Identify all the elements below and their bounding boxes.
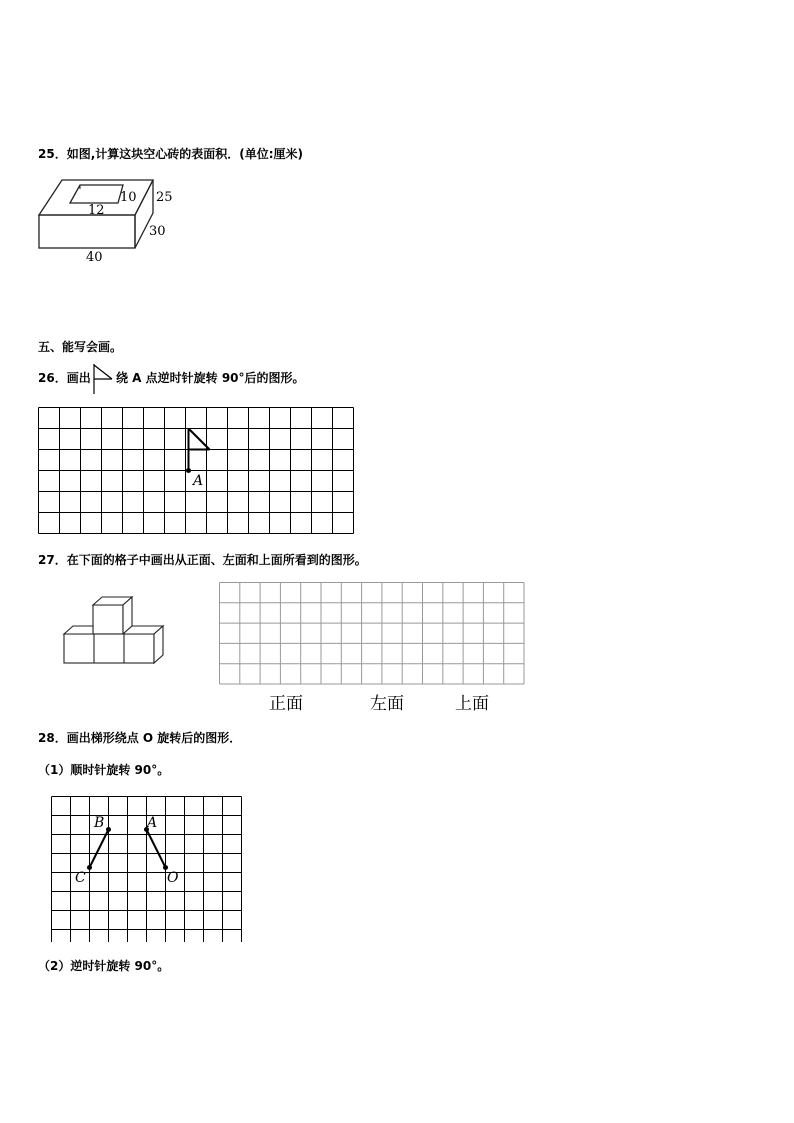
cube-stack-figure xyxy=(60,596,170,668)
q26-grid xyxy=(37,405,363,537)
section5-title: 五、能写会画。 xyxy=(38,340,123,354)
label-top-view: 上面 xyxy=(455,694,489,714)
q28-sub1: （1）顺时针旋转 90°。 xyxy=(38,763,170,777)
dim-length: 40 xyxy=(86,250,103,265)
point-o-label: O xyxy=(167,870,179,886)
q25-title: 25．如图,计算这块空心砖的表面积．(单位:厘米) xyxy=(38,147,304,161)
q28-sub2: （2）逆时针旋转 90°。 xyxy=(38,959,170,973)
point-a-label: A xyxy=(193,473,204,489)
dim-hole-length: 12 xyxy=(88,203,105,218)
q27-title: 27．在下面的格子中画出从正面、左面和上面所看到的图形。 xyxy=(38,553,367,567)
point-b-label: B xyxy=(94,815,105,831)
small-shape-icon xyxy=(92,363,116,395)
dim-depth: 30 xyxy=(149,224,166,239)
q26-suffix: 绕 A 点逆时针旋转 90°后的图形。 xyxy=(116,371,305,385)
q28-grid xyxy=(49,794,246,942)
hollow-brick-figure xyxy=(34,172,184,267)
dim-height: 25 xyxy=(156,190,173,205)
q28-title: 28．画出梯形绕点 O 旋转后的图形． xyxy=(38,731,242,745)
q26-prefix: 26．画出 xyxy=(38,371,91,385)
q27-grid xyxy=(218,580,526,688)
point-c-label: C xyxy=(75,870,86,886)
label-left-view: 左面 xyxy=(370,694,404,714)
dim-hole-width: 10 xyxy=(120,190,137,205)
point-a2-label: A xyxy=(147,815,158,831)
label-front-view: 正面 xyxy=(269,694,303,714)
